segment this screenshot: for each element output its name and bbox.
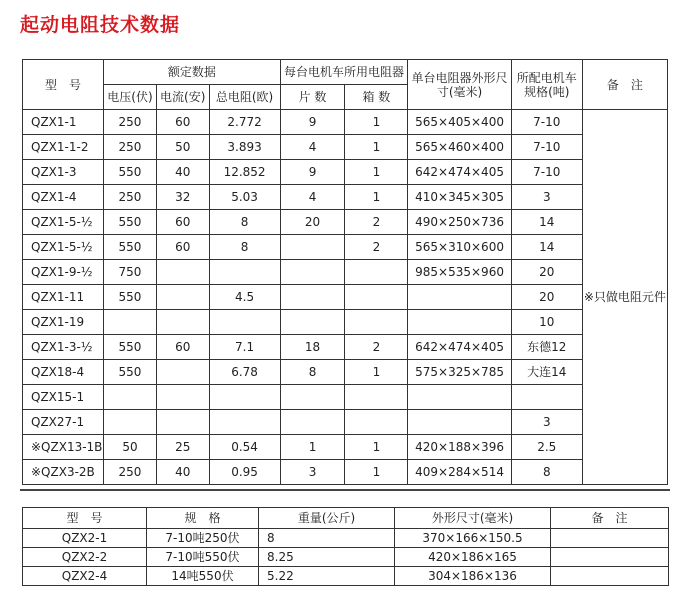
table-cell: 7-10 xyxy=(511,160,582,185)
table-cell: 550 xyxy=(104,285,157,310)
table-cell: 642×474×405 xyxy=(408,335,511,360)
table-cell: ※QZX13-1B xyxy=(23,435,104,460)
table-cell xyxy=(408,385,511,410)
resistor-data-table xyxy=(22,59,668,485)
table-cell xyxy=(104,310,157,335)
table-cell: 565×405×400 xyxy=(408,110,511,135)
table-row xyxy=(23,260,668,285)
header-per-loco: 每台电机车所用电阻器 xyxy=(280,60,408,85)
table-cell xyxy=(104,410,157,435)
table-row xyxy=(23,410,668,435)
table-cell: 575×325×785 xyxy=(408,360,511,385)
table-cell: 9 xyxy=(280,110,345,135)
table-cell: 420×188×396 xyxy=(408,435,511,460)
table-row xyxy=(23,235,668,260)
table-cell xyxy=(408,410,511,435)
table-cell: QZX1-9-½ xyxy=(23,260,104,285)
table-cell: 1 xyxy=(280,435,345,460)
table-cell: 50 xyxy=(156,135,209,160)
table-cell xyxy=(209,310,280,335)
table-row xyxy=(23,435,668,460)
table-cell: 550 xyxy=(104,160,157,185)
table-cell: 5.03 xyxy=(209,185,280,210)
table-cell xyxy=(156,410,209,435)
table-row xyxy=(23,185,668,210)
table-cell: 1 xyxy=(345,160,408,185)
table-cell xyxy=(345,410,408,435)
table-cell: 750 xyxy=(104,260,157,285)
header-rated: 额定数据 xyxy=(104,60,280,85)
table-cell: 565×460×400 xyxy=(408,135,511,160)
table-cell: QZX2-1 xyxy=(23,529,147,548)
table-cell: 550 xyxy=(104,235,157,260)
header2-remark: 备 注 xyxy=(551,508,669,529)
table-cell: 40 xyxy=(156,160,209,185)
table-cell xyxy=(280,260,345,285)
table-cell xyxy=(209,260,280,285)
table-cell: 7-10吨250伏 xyxy=(147,529,259,548)
table-row xyxy=(23,460,668,485)
header-model: 型 号 xyxy=(23,60,104,110)
table-cell: 14 xyxy=(511,235,582,260)
table-cell xyxy=(345,260,408,285)
table-cell: 20 xyxy=(280,210,345,235)
header2-weight: 重量(公斤) xyxy=(259,508,395,529)
header-pieces: 片 数 xyxy=(280,85,345,110)
table-cell: 410×345×305 xyxy=(408,185,511,210)
table-cell: 370×166×150.5 xyxy=(395,529,551,548)
table-cell xyxy=(156,385,209,410)
table-cell: 60 xyxy=(156,210,209,235)
table-cell: QZX2-4 xyxy=(23,567,147,586)
table-cell xyxy=(156,285,209,310)
table-row xyxy=(23,335,668,360)
table-cell: QZX27-1 xyxy=(23,410,104,435)
table-cell: 8 xyxy=(209,210,280,235)
remark-note: ※只做电阻元件 xyxy=(582,110,667,485)
table-cell: 2 xyxy=(345,210,408,235)
table-cell: 250 xyxy=(104,185,157,210)
table-cell: 3 xyxy=(511,185,582,210)
spec-table xyxy=(22,507,669,586)
table-cell: 60 xyxy=(156,335,209,360)
table-cell xyxy=(345,385,408,410)
table-cell: 20 xyxy=(511,260,582,285)
table-cell: 250 xyxy=(104,110,157,135)
table-row xyxy=(23,385,668,410)
table-cell: 8 xyxy=(259,529,395,548)
table-cell: 304×186×136 xyxy=(395,567,551,586)
table-row xyxy=(23,360,668,385)
table-cell: 4.5 xyxy=(209,285,280,310)
header-voltage: 电压(伏) xyxy=(104,85,157,110)
table-cell: 50 xyxy=(104,435,157,460)
table-cell: 7-10 xyxy=(511,110,582,135)
table-cell: 3 xyxy=(280,460,345,485)
table-cell: 40 xyxy=(156,460,209,485)
table-cell xyxy=(104,385,157,410)
table-cell: 东德12 xyxy=(511,335,582,360)
table-cell: 8 xyxy=(511,460,582,485)
page-title: 起动电阻技术数据 xyxy=(20,14,181,36)
table-cell: 985×535×960 xyxy=(408,260,511,285)
table-cell: 7-10吨550伏 xyxy=(147,548,259,567)
table-cell: 60 xyxy=(156,235,209,260)
header2-model: 型 号 xyxy=(23,508,147,529)
table-cell: 1 xyxy=(345,110,408,135)
table-cell xyxy=(345,285,408,310)
table-cell xyxy=(408,285,511,310)
table-separator xyxy=(20,489,670,491)
table-cell: 3 xyxy=(511,410,582,435)
table-row xyxy=(23,135,668,160)
table-row xyxy=(23,285,668,310)
table-cell: 565×310×600 xyxy=(408,235,511,260)
table-cell xyxy=(280,385,345,410)
table-cell xyxy=(209,385,280,410)
table-cell xyxy=(156,310,209,335)
table-cell: 2.5 xyxy=(511,435,582,460)
table-cell: 409×284×514 xyxy=(408,460,511,485)
table-cell: 550 xyxy=(104,335,157,360)
table-cell: QZX18-4 xyxy=(23,360,104,385)
table-cell: ※QZX3-2B xyxy=(23,460,104,485)
table-cell xyxy=(280,410,345,435)
table-cell: QZX1-11 xyxy=(23,285,104,310)
table-cell: 420×186×165 xyxy=(395,548,551,567)
table-cell: 10 xyxy=(511,310,582,335)
table-cell: QZX1-19 xyxy=(23,310,104,335)
table-cell: 2 xyxy=(345,335,408,360)
table-cell: 8 xyxy=(209,235,280,260)
table-cell: 1 xyxy=(345,460,408,485)
table-cell: QZX1-1-2 xyxy=(23,135,104,160)
table-cell: 4 xyxy=(280,135,345,160)
table-row xyxy=(23,210,668,235)
table-cell: QZX1-5-½ xyxy=(23,235,104,260)
table-cell xyxy=(551,529,669,548)
table-cell: 250 xyxy=(104,460,157,485)
table-cell xyxy=(156,260,209,285)
table-cell xyxy=(280,235,345,260)
table-cell: 12.852 xyxy=(209,160,280,185)
table-row xyxy=(23,110,668,135)
table-cell: 32 xyxy=(156,185,209,210)
header2-dims: 外形尺寸(毫米) xyxy=(395,508,551,529)
table-cell: 5.22 xyxy=(259,567,395,586)
table-row xyxy=(23,567,669,586)
table-cell: 25 xyxy=(156,435,209,460)
table-cell: QZX15-1 xyxy=(23,385,104,410)
table-cell: 1 xyxy=(345,360,408,385)
table-cell xyxy=(156,360,209,385)
table-cell: 1 xyxy=(345,435,408,460)
table-cell: 7.1 xyxy=(209,335,280,360)
table-cell xyxy=(209,410,280,435)
table-cell: QZX1-3 xyxy=(23,160,104,185)
header-loco-spec: 所配电机车规格(吨) xyxy=(511,60,582,110)
table-cell: 2 xyxy=(345,235,408,260)
table-cell: 18 xyxy=(280,335,345,360)
table-cell: 550 xyxy=(104,210,157,235)
header2-spec: 规 格 xyxy=(147,508,259,529)
table-cell: 250 xyxy=(104,135,157,160)
table-cell: 2.772 xyxy=(209,110,280,135)
table-cell: QZX1-5-½ xyxy=(23,210,104,235)
table-cell: 490×250×736 xyxy=(408,210,511,235)
table-cell: QZX1-4 xyxy=(23,185,104,210)
table-cell: QZX1-3-½ xyxy=(23,335,104,360)
table-cell: 大连14 xyxy=(511,360,582,385)
table-cell: 1 xyxy=(345,185,408,210)
table-cell: 20 xyxy=(511,285,582,310)
header-remark: 备 注 xyxy=(582,60,667,110)
table-cell: QZX1-1 xyxy=(23,110,104,135)
table-cell xyxy=(408,310,511,335)
table-cell: 14吨550伏 xyxy=(147,567,259,586)
table-cell: 642×474×405 xyxy=(408,160,511,185)
table-cell: 3.893 xyxy=(209,135,280,160)
table-row xyxy=(23,548,669,567)
table-cell xyxy=(551,548,669,567)
header-boxes: 箱 数 xyxy=(345,85,408,110)
table-cell: 14 xyxy=(511,210,582,235)
table-cell xyxy=(280,310,345,335)
table-cell xyxy=(280,285,345,310)
table-cell xyxy=(511,385,582,410)
table-cell: 7-10 xyxy=(511,135,582,160)
table-cell xyxy=(551,567,669,586)
table-cell: 1 xyxy=(345,135,408,160)
header-dims: 单台电阻器外形尺寸(毫米) xyxy=(408,60,511,110)
table-row xyxy=(23,160,668,185)
table-row xyxy=(23,310,668,335)
table-cell: 9 xyxy=(280,160,345,185)
table-cell: QZX2-2 xyxy=(23,548,147,567)
table-cell: 4 xyxy=(280,185,345,210)
table-cell xyxy=(345,310,408,335)
header-resistance: 总电阻(欧) xyxy=(209,85,280,110)
table-cell: 550 xyxy=(104,360,157,385)
table-cell: 8.25 xyxy=(259,548,395,567)
table-cell: 60 xyxy=(156,110,209,135)
table-cell: 0.54 xyxy=(209,435,280,460)
table-cell: 6.78 xyxy=(209,360,280,385)
header-current: 电流(安) xyxy=(156,85,209,110)
table-cell: 0.95 xyxy=(209,460,280,485)
table-cell: 8 xyxy=(280,360,345,385)
table-row xyxy=(23,529,669,548)
